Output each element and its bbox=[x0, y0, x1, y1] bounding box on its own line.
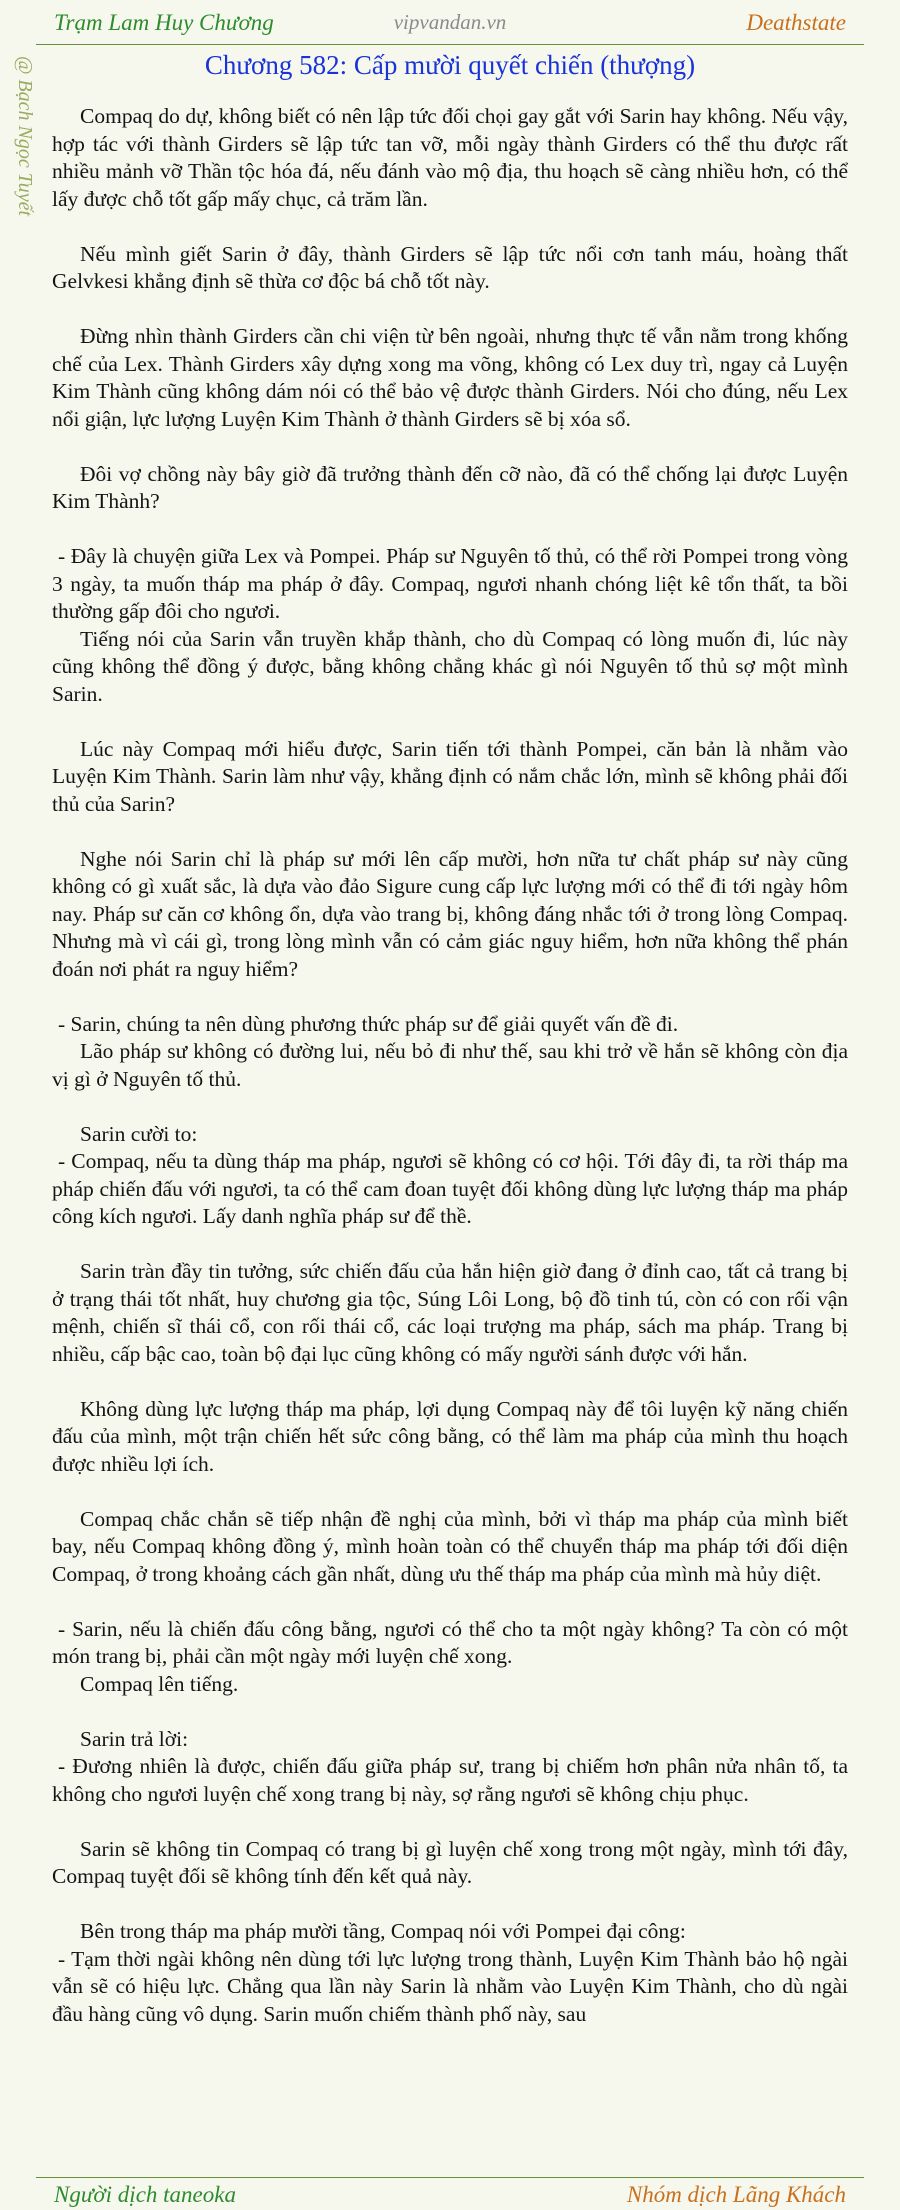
paragraph: Sarin cười to: bbox=[80, 1121, 198, 1146]
paragraph: Compaq chắc chắn sẽ tiếp nhận đề nghị của mình, bởi vì tháp ma pháp của mình biết bay, nếu Compaq không đồng ý, mình hoàn toàn có thể chuyển tháp ma pháp tới đối diện Compaq, ở trong khoảng cách gần nhất, dùng ưu thế tháp ma pháp của mình mà hủy diệt. bbox=[52, 1506, 848, 1586]
paragraph: Compaq lên tiếng. bbox=[80, 1671, 239, 1696]
dialogue-paragraph: - Compaq, nếu ta dùng tháp ma pháp, ngươi sẽ không có cơ hội. Tới đây đi, ta rời tháp ma pháp chiến đấu với ngươi, ta có thể cam đoan tuyệt đối không dùng lực lượng tháp ma pháp công kích ngươi. Lấy danh nghĩa pháp sư để thề. bbox=[52, 1149, 848, 1228]
header-site-name: vipvandan.vn bbox=[393, 10, 507, 34]
paragraph: Tiếng nói của Sarin vẫn truyền khắp thành, cho dù Compaq có lòng muốn đi, lúc này cũng không thể đồng ý được, bằng không chẳng khác gì nói Nguyên tố thủ sợ một mình Sarin. bbox=[52, 626, 848, 706]
footer-translator: Người dịch taneoka bbox=[54, 2182, 236, 2207]
dialogue-paragraph: - Đây là chuyện giữa Lex và Pompei. Pháp sư Nguyên tố thủ, có thể rời Pompei trong vòng 3 ngày, ta muốn tháp ma pháp ở đây. Compaq, ngươi nhanh chóng liệt kê tổn thất, ta bồi thường gấp đôi cho ngươi. bbox=[52, 544, 848, 623]
paragraph: Không dùng lực lượng tháp ma pháp, lợi dụng Compaq này để tôi luyện kỹ năng chiến đấu của mình, một trận chiến hết sức công bằng, có thể làm ma pháp của mình thu hoạch được nhiều lợi ích. bbox=[52, 1396, 848, 1476]
footer-group: Nhóm dịch Lãng Khách bbox=[626, 2182, 846, 2207]
paragraph: Compaq do dự, không biết có nên lập tức đối chọi gay gắt với Sarin hay không. Nếu vậy, hợp tác với thành Girders sẽ lập tức tan vỡ, mỗi ngày thành Girders có thể thu được rất nhiều mảnh vỡ Thần tộc hóa đá, nếu đánh vào mộ địa, thu hoạch sẽ càng nhiều hơn, có thể lấy được chỗ tốt gấp mấy chục, cả trăm lần. bbox=[52, 104, 848, 211]
paragraph: Lúc này Compaq mới hiểu được, Sarin tiến tới thành Pompei, căn bản là nhằm vào Luyện Kim Thành. Sarin làm như vậy, khẳng định có nắm chắc lớn, mình sẽ không phải đối thủ của Sarin? bbox=[52, 736, 848, 816]
dialogue-paragraph: - Sarin, chúng ta nên dùng phương thức pháp sư để giải quyết vấn đề đi. bbox=[58, 1011, 679, 1036]
page-header bbox=[0, 0, 900, 44]
dialogue-paragraph: - Sarin, nếu là chiến đấu công bằng, ngươi có thể cho ta một ngày không? Ta còn có một món trang bị, phải cần một ngày mới luyện chế xong. bbox=[52, 1616, 848, 1668]
chapter-title: Chương 582: Cấp mười quyết chiến (thượng) bbox=[204, 50, 696, 80]
page-footer bbox=[0, 2178, 900, 2210]
paragraph: Nếu mình giết Sarin ở đây, thành Girders sẽ lập tức nổi cơn tanh máu, hoàng thất Gelvkesi khẳng định sẽ thừa cơ độc bá chỗ tốt này. bbox=[52, 241, 848, 293]
paragraph: Nghe nói Sarin chỉ là pháp sư mới lên cấp mười, hơn nữa tư chất pháp sư này cũng không có gì xuất sắc, là dựa vào đảo Sigure cung cấp lực lượng mới có thể đi tới ngày hôm nay. Pháp sư căn cơ không ổn, dựa vào trang bị, không đáng nhắc tới ở trong lòng Compaq. Nhưng mà vì cái gì, trong lòng mình vẫn có cảm giác nguy hiểm, hơn nữa không thể phán đoán nơi phát ra nguy hiểm? bbox=[52, 846, 848, 981]
paragraph: Bên trong tháp ma pháp mười tầng, Compaq nói với Pompei đại công: bbox=[80, 1919, 686, 1943]
paragraph: Sarin sẽ không tin Compaq có trang bị gì luyện chế xong trong một ngày, mình tới đây, Compaq tuyệt đối sẽ không tính đến kết quả này. bbox=[52, 1836, 848, 1888]
paragraph: Sarin trả lời: bbox=[80, 1726, 189, 1751]
paragraph: Sarin tràn đầy tin tưởng, sức chiến đấu của hắn hiện giờ đang ở đỉnh cao, tất cả trang bị ở trạng thái tốt nhất, huy chương gia tộc, Súng Lôi Long, bộ đồ tinh tú, còn có con rối vận mệnh, chiến sĩ thái cổ, con rối thái cổ, các loại trượng ma pháp, sách ma pháp. Trang bị nhiều, cấp bậc cao, toàn bộ đại lục cũng không có mấy người sánh được với hắn. bbox=[52, 1259, 848, 1366]
chapter-body bbox=[52, 103, 848, 2165]
side-watermark bbox=[10, 56, 38, 266]
dialogue-paragraph: - Tạm thời ngài không nên dùng tới lực lượng trong thành, Luyện Kim Thành bảo hộ ngài vẫn sẽ có hiệu lực. Chẳng qua lần này Sarin là nhằm vào Luyện Kim Thành, cho dù ngài đầu hàng cũng vô dụng. Sarin muốn chiếm thành phố này, sau bbox=[52, 1946, 848, 2026]
side-watermark-text: @ Bạch Ngọc Tuyết bbox=[14, 56, 36, 217]
paragraph: Đôi vợ chồng này bây giờ đã trưởng thành đến cỡ nào, đã có thể chống lại được Luyện Kim Thành? bbox=[52, 461, 848, 513]
paragraph: Lão pháp sư không có đường lui, nếu bỏ đi như thế, sau khi trở về hắn sẽ không còn địa vị gì ở Nguyên tố thủ. bbox=[52, 1039, 848, 1091]
header-book-title: Trạm Lam Huy Chương bbox=[54, 10, 274, 35]
dialogue-paragraph: - Đương nhiên là được, chiến đấu giữa pháp sư, trang bị chiếm hơn phân nửa nhân tố, ta không cho ngươi luyện chế xong trang bị này, sợ rằng ngươi sẽ không chịu phục. bbox=[52, 1754, 848, 1806]
header-author: Deathstate bbox=[746, 10, 846, 35]
paragraph: Đừng nhìn thành Girders cần chi viện từ bên ngoài, nhưng thực tế vẫn nằm trong khống chế của Lex. Thành Girders xây dựng xong ma võng, không có Lex duy trì, ngay cả Luyện Kim Thành cũng không dám nói có thể bảo vệ được thành Girders. Nói cho đúng, nếu Lex nổi giận, lực lượng Luyện Kim Thành ở thành Girders sẽ bị xóa sổ. bbox=[52, 324, 848, 431]
